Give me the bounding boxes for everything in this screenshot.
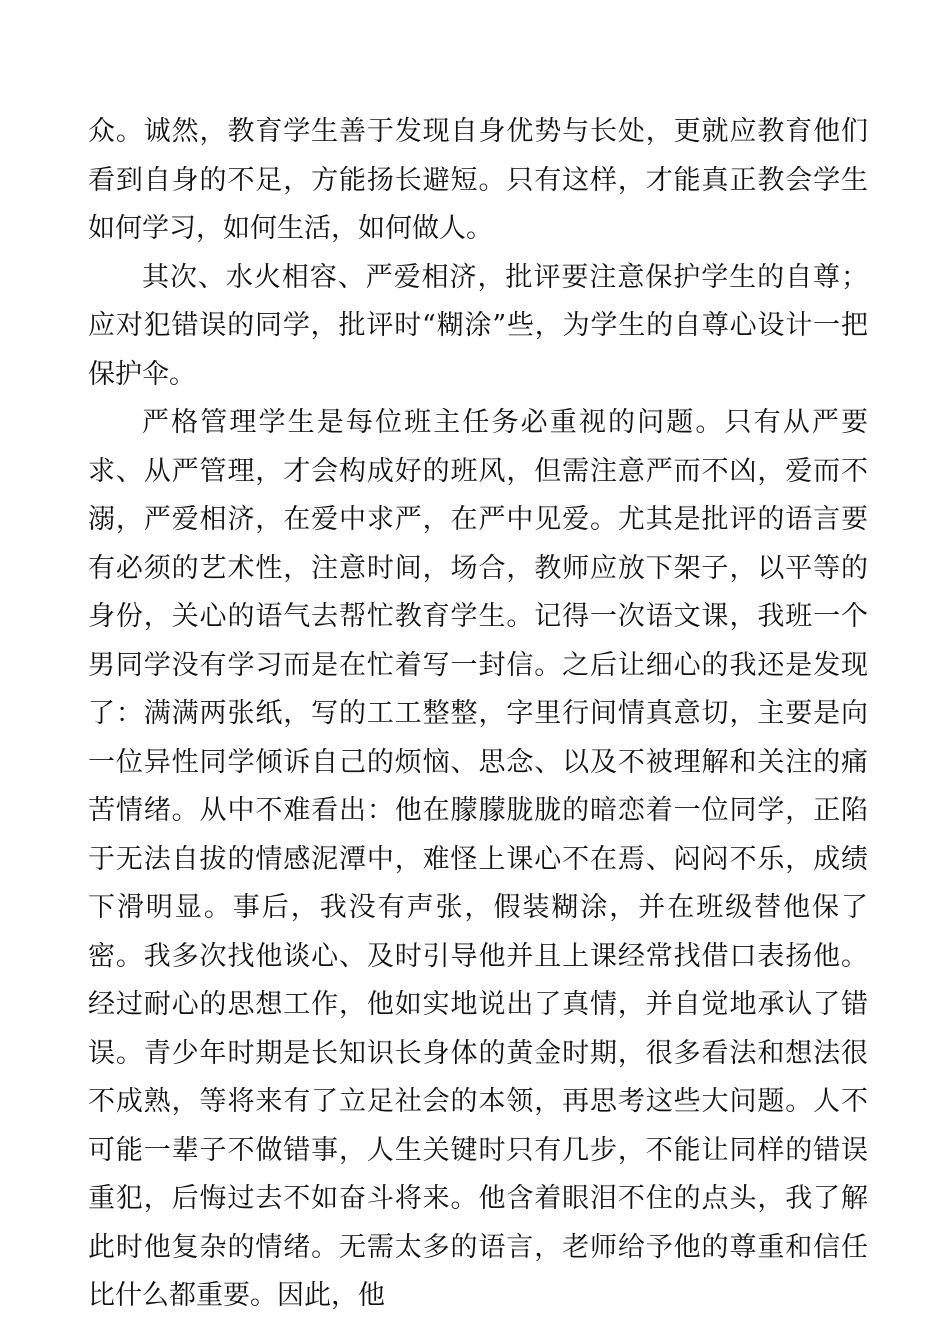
paragraph-continuation: 众。诚然，教育学生善于发现自身优势与长处，更就应教育他们看到自身的不足，方能扬长避短。只有这样，才能真正教会学生如何学习，如何生活，如何做人。 xyxy=(88,116,868,244)
paragraph-strict-management: 严格管理学生是每位班主任务必重视的问题。只有从严要求、从严管理，才会构成好的班风，但需注意严而不凶，爱而不溺，严爱相济，在爱中求严，在严中见爱。尤其是批评的语言要有必须的艺术性，注意时间，场合，教师应放下架子，以平等的身份，关心的语气去帮忙教育学生。记得一次语文课，我班一个男同学没有学习而是在忙着写一封信。之后让细心的我还是发现了：满满两张纸，写的工工整整，字里行间情真意切，主要是向一位异性同学倾诉自己的烦恼、思念、以及不被理解和关注的痛苦情绪。从中不难看出：他在朦朦胧胧的暗恋着一位同学，正陷于无法自拔的情感泥潭中，难怪上课心不在焉、闷闷不乐，成绩下滑明显。事后，我没有声张，假装糊涂，并在班级替他保了密。我多次找他谈心、及时引导他并且上课经常找借口表扬他。经过耐心的思想工作，他如实地说出了真情，并自觉地承认了错误。青少年时期是长知识长身体的黄金时期，很多看法和想法很不成熟，等将来有了立足社会的本领，再思考这些大问题。人不可能一辈子不做错事，人生关键时只有几步，不能让同样的错误重犯，后悔过去不如奋斗将来。他含着眼泪不住的点头，我了解此时他复杂的情绪。无需太多的语言，老师给予他的尊重和信任比什么都重要。因此，他 xyxy=(88,407,868,1311)
document-page xyxy=(88,108,868,1321)
paragraph-criticism-principle: 其次、水火相容、严爱相济，批评要注意保护学生的自尊；应对犯错误的同学，批评时“糊涂”些，为学生的自尊心设计一把保护伞。 xyxy=(88,261,868,390)
